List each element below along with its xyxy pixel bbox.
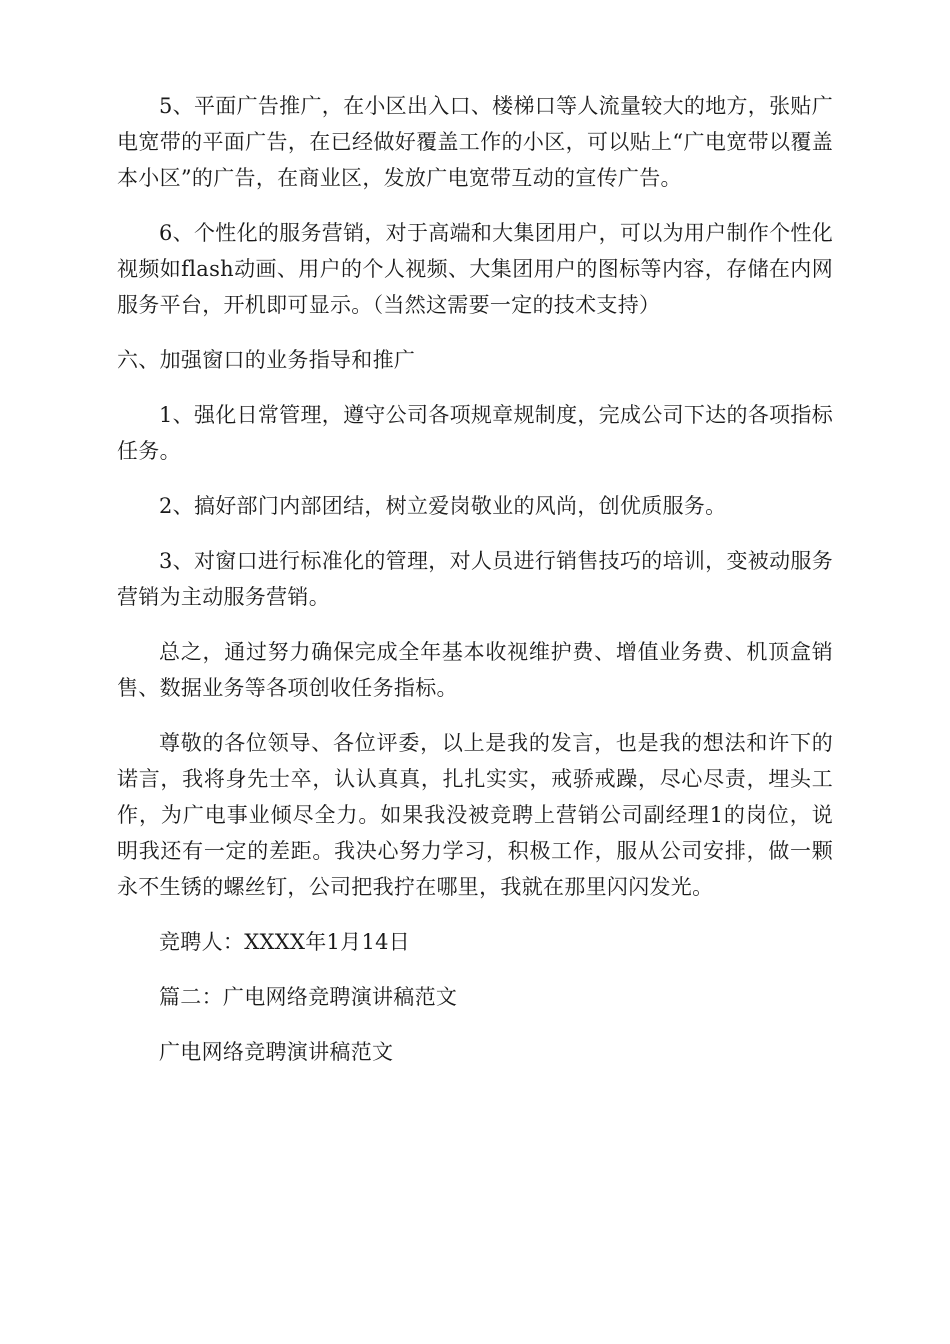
paragraph-part-two-title: 广电网络竞聘演讲稿范文	[159, 1040, 394, 1064]
paragraph-personalized-service: 6、个性化的服务营销，对于高端和大集团用户，可以为用户制作个性化视频如flash动画、用户的个人视频、大集团用户的图标等内容，存储在内网服务平台，开机即可显示。（当然这需要一定的技术支持）	[117, 221, 833, 317]
paragraph-part-two-heading: 篇二：广电网络竞聘演讲稿范文	[159, 985, 458, 1009]
section-heading-window-guidance: 六、加强窗口的业务指导和推广	[117, 348, 416, 372]
paragraph-outdoor-ads: 5、平面广告推广，在小区出入口、楼梯口等人流量较大的地方，张贴广电宽带的平面广告，在已经做好覆盖工作的小区，可以贴上“广电宽带以覆盖本小区”的广告，在商业区，发放广电宽带互动的宣传广告。	[117, 94, 833, 190]
paragraph-team-unity: 2、搞好部门内部团结，树立爱岗敬业的风尚，创优质服务。	[159, 494, 727, 518]
paragraph-closing-speech: 尊敬的各位领导、各位评委，以上是我的发言，也是我的想法和许下的诺言，我将身先士卒，认认真真，扎扎实实，戒骄戒躁，尽心尽责，埋头工作，为广电事业倾尽全力。如果我没被竞聘上营销公司副经理1的岗位，说明我还有一定的差距。我决心努力学习，积极工作，服从公司安排，做一颗永不生锈的螺丝钉，公司把我拧在哪里，我就在那里闪闪发光。	[117, 731, 833, 899]
paragraph-daily-management: 1、强化日常管理，遵守公司各项规章规制度，完成公司下达的各项指标任务。	[117, 403, 833, 463]
document-body	[117, 88, 833, 1089]
paragraph-summary: 总之，通过努力确保完成全年基本收视维护费、增值业务费、机顶盒销售、数据业务等各项创收任务指标。	[117, 640, 833, 700]
paragraph-signature-date: 竞聘人：XXXX年1月14日	[159, 930, 411, 954]
paragraph-standardized-management: 3、对窗口进行标准化的管理，对人员进行销售技巧的培训，变被动服务营销为主动服务营销。	[117, 549, 833, 609]
